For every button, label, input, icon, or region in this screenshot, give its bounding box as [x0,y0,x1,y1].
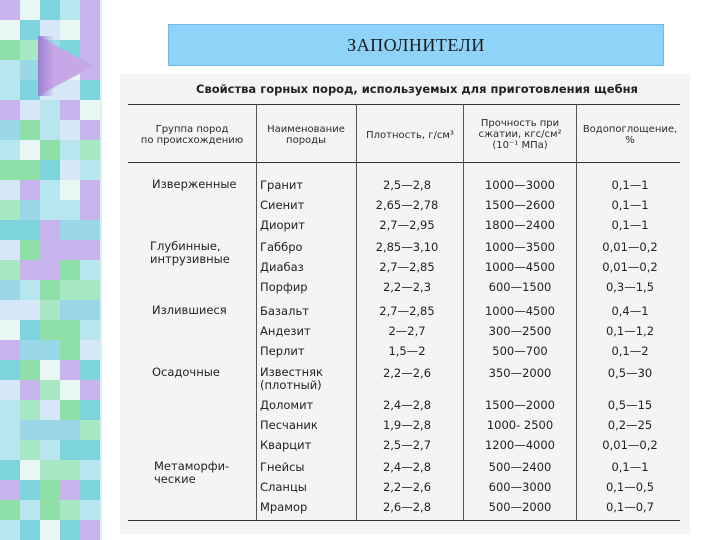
mosaic-tile [0,380,20,400]
mosaic-tile [80,460,100,480]
mosaic-tile [40,360,60,380]
table-row [120,260,690,280]
strength-cell: 1000—4500 [484,304,556,318]
mosaic-tile [60,180,80,200]
strength-cell: 600—1500 [488,280,552,294]
mosaic-tile [40,340,60,360]
rock-name-cell: Известняк (плотный) [260,365,323,392]
water-absorption-cell: 0,4—1 [611,304,649,318]
mosaic-tile [40,220,60,240]
water-absorption-cell: 0,1—1 [611,460,649,474]
rock-name-cell: Кварцит [260,438,312,452]
mosaic-tile [0,440,20,460]
mosaic-tile [40,500,60,520]
mosaic-tile [0,320,20,340]
table-row [120,500,690,520]
rock-name-cell: Андезит [260,324,311,338]
mosaic-tile [60,520,80,540]
header-group: Группа пород по происхождению [140,124,244,146]
table-row [120,344,690,364]
density-cell: 2,5—2,8 [382,178,432,192]
mosaic-tile [80,500,100,520]
water-absorption-cell: 0,5—15 [607,398,653,412]
table-row [120,438,690,458]
water-absorption-cell: 0,1—1,2 [605,324,655,338]
mosaic-tile [20,460,40,480]
mosaic-tile [40,180,60,200]
mosaic-tile [20,380,40,400]
header-name: Наименование породы [267,124,345,146]
density-cell: 2,5—2,7 [382,438,432,452]
mosaic-tile [0,200,20,220]
mosaic-tile [60,260,80,280]
slide-title: ЗАПОЛНИТЕЛИ [347,34,485,55]
density-cell: 2,6—2,8 [382,500,432,514]
mosaic-tile [0,500,20,520]
mosaic-tile [40,380,60,400]
strength-cell: 500—2400 [488,460,552,474]
mosaic-tile [20,240,40,260]
mosaic-tile [80,220,100,240]
mosaic-tile [80,100,100,120]
table-row [120,280,690,300]
mosaic-tile [0,300,20,320]
mosaic-tile [20,20,40,40]
mosaic-tile [20,60,40,80]
rock-name-cell: Гранит [260,178,304,192]
mosaic-tile [40,280,60,300]
mosaic-tile [60,280,80,300]
density-cell: 2,7—2,85 [379,260,435,274]
water-absorption-cell: 0,01—0,2 [602,240,658,254]
strength-cell: 1000—4500 [484,260,556,274]
group-label: Изверженные [152,177,237,191]
rock-name-cell: Перлит [260,344,305,358]
mosaic-tile [80,400,100,420]
mosaic-tile [40,480,60,500]
strength-cell: 500—700 [492,344,548,358]
mosaic-tile [40,420,60,440]
mosaic-tile [0,0,20,20]
rock-name-cell: Сланцы [260,480,307,494]
mosaic-tile [0,40,20,60]
density-cell: 2,7—2,85 [379,304,435,318]
mosaic-tile [0,100,20,120]
mosaic-tile [0,120,20,140]
water-absorption-cell: 0,2—25 [607,418,653,432]
mosaic-tile [60,380,80,400]
group-label: Метаморфи- ческие [154,459,230,486]
mosaic-tile [20,40,40,60]
mosaic-tile [20,500,40,520]
mosaic-tile [20,300,40,320]
mosaic-tile [0,80,20,100]
density-cell: 2,2—2,6 [382,366,432,380]
strength-cell: 1500—2600 [484,198,556,212]
mosaic-tile [60,360,80,380]
rock-name-cell: Мрамор [260,500,308,514]
table-row [120,240,690,260]
mosaic-tile [40,100,60,120]
mosaic-tile [60,340,80,360]
mosaic-tile [80,320,100,340]
mosaic-tile [20,200,40,220]
mosaic-tile [20,520,40,540]
table-row [120,198,690,218]
mosaic-tile [0,520,20,540]
strength-cell: 500—2000 [488,500,552,514]
mosaic-tile [0,140,20,160]
mosaic-tile [20,220,40,240]
mosaic-tile [80,160,100,180]
table-row [120,218,690,238]
water-absorption-cell: 0,1—0,5 [605,480,655,494]
water-absorption-cell: 0,5—30 [607,366,653,380]
rock-name-cell: Доломит [260,398,314,412]
mosaic-tile [60,120,80,140]
mosaic-tile [40,320,60,340]
mosaic-tile [20,420,40,440]
mosaic-tile [80,440,100,460]
group-label: Глубинные, интрузивные [150,239,230,266]
strength-cell: 300—2500 [488,324,552,338]
mosaic-tile [0,400,20,420]
header-water: Водопоглощение, % [582,124,678,146]
mosaic-tile [0,360,20,380]
mosaic-tile [0,340,20,360]
mosaic-tile [40,200,60,220]
density-cell: 2,2—2,6 [382,480,432,494]
mosaic-tile [0,180,20,200]
mosaic-tile [80,480,100,500]
mosaic-tile [20,280,40,300]
table-row [120,304,690,324]
mosaic-tile [20,260,40,280]
mosaic-tile [80,520,100,540]
scanned-table [120,74,690,534]
mosaic-tile [20,400,40,420]
table-row [120,398,690,418]
header-strength: Прочность при сжатии, кгс/см² (10⁻¹ МПа) [478,118,562,151]
mosaic-tile [40,520,60,540]
mosaic-tile [0,260,20,280]
mosaic-tile [80,420,100,440]
mosaic-tile [40,0,60,20]
strength-cell: 1200—4000 [484,438,556,452]
mosaic-tile [0,20,20,40]
mosaic-tile [40,460,60,480]
table-row [120,365,690,392]
mosaic-tile [60,500,80,520]
mosaic-tile [20,480,40,500]
mosaic-tile [60,100,80,120]
rock-name-cell: Габбро [260,240,303,254]
rock-name-cell: Гнейсы [260,460,305,474]
water-absorption-cell: 0,3—1,5 [605,280,655,294]
mosaic-tile [60,320,80,340]
mosaic-tile [60,440,80,460]
group-label: Излившиеся [152,303,227,317]
mosaic-tile [40,440,60,460]
rock-name-cell: Базальт [260,304,309,318]
table-row [120,418,690,438]
mosaic-tile [20,180,40,200]
header-rule [128,162,680,163]
mosaic-tile [80,340,100,360]
mosaic-tile [60,460,80,480]
mosaic-tile [80,260,100,280]
table-caption: Свойства горных пород, используемых для приготовления щебня [196,82,638,96]
rock-name-cell: Сиенит [260,198,305,212]
mosaic-tile [20,340,40,360]
mosaic-edge [100,0,102,540]
mosaic-tile [60,220,80,240]
table-row [120,178,690,198]
density-cell: 2—2,7 [388,324,426,338]
mosaic-tile [20,80,40,100]
table-row [120,480,690,500]
table-row [120,460,690,480]
mosaic-tile [20,320,40,340]
mosaic-tile [0,460,20,480]
mosaic-tile [80,0,100,20]
water-absorption-cell: 0,1—1 [611,198,649,212]
mosaic-tile [40,400,60,420]
mosaic-tile [20,440,40,460]
water-absorption-cell: 0,1—2 [611,344,649,358]
mosaic-tile [60,140,80,160]
mosaic-tile [60,200,80,220]
mosaic-tile [0,280,20,300]
water-absorption-cell: 0,1—1 [611,178,649,192]
mosaic-tile [20,0,40,20]
water-absorption-cell: 0,01—0,2 [602,260,658,274]
mosaic-tile [60,400,80,420]
strength-cell: 350—2000 [488,366,552,380]
mosaic-tile [0,60,20,80]
density-cell: 1,9—2,8 [382,418,432,432]
group-label: Осадочные [152,365,220,379]
density-cell: 2,65—2,78 [375,198,439,212]
mosaic-tile [80,180,100,200]
water-absorption-cell: 0,1—1 [611,218,649,232]
water-absorption-cell: 0,01—0,2 [602,438,658,452]
mosaic-tile [20,140,40,160]
mosaic-tile [0,160,20,180]
mosaic-tile [60,240,80,260]
rock-name-cell: Диорит [260,218,305,232]
mosaic-tile [40,260,60,280]
rock-name-cell: Песчаник [260,418,318,432]
mosaic-tile [60,0,80,20]
rock-name-cell: Порфир [260,280,308,294]
strength-cell: 1000- 2500 [486,418,554,432]
rock-name-cell: Диабаз [260,260,304,274]
mosaic-tile [0,480,20,500]
mosaic-tile [40,240,60,260]
density-cell: 2,4—2,8 [382,398,432,412]
mosaic-tile [80,280,100,300]
density-cell: 1,5—2 [388,344,426,358]
top-rule [128,104,680,105]
strength-cell: 1000—3000 [484,178,556,192]
mosaic-tile [20,160,40,180]
density-cell: 2,85—3,10 [375,240,439,254]
mosaic-tile [60,480,80,500]
mosaic-tile [80,120,100,140]
strength-cell: 1800—2400 [484,218,556,232]
mosaic-tile [0,420,20,440]
strength-cell: 1000—3500 [484,240,556,254]
density-cell: 2,7—2,95 [379,218,435,232]
bottom-rule [128,520,680,521]
slide-title-bar [168,24,664,66]
triangle-shade [38,36,54,96]
table-row [120,324,690,344]
mosaic-tile [0,240,20,260]
density-cell: 2,2—2,3 [382,280,432,294]
mosaic-tile [20,120,40,140]
mosaic-tile [60,160,80,180]
mosaic-tile [20,360,40,380]
mosaic-tile [80,380,100,400]
mosaic-tile [80,360,100,380]
mosaic-tile [40,160,60,180]
mosaic-tile [0,220,20,240]
water-absorption-cell: 0,1—0,7 [605,500,655,514]
strength-cell: 1500—2000 [484,398,556,412]
mosaic-tile [80,140,100,160]
mosaic-tile [80,200,100,220]
mosaic-tile [80,300,100,320]
density-cell: 2,4—2,8 [382,460,432,474]
header-density: Плотность, г/см³ [366,130,454,141]
strength-cell: 600—3000 [488,480,552,494]
mosaic-tile [60,420,80,440]
mosaic-tile [80,240,100,260]
mosaic-tile [20,100,40,120]
mosaic-tile [40,140,60,160]
mosaic-tile [40,300,60,320]
mosaic-tile [40,120,60,140]
mosaic-tile [60,300,80,320]
